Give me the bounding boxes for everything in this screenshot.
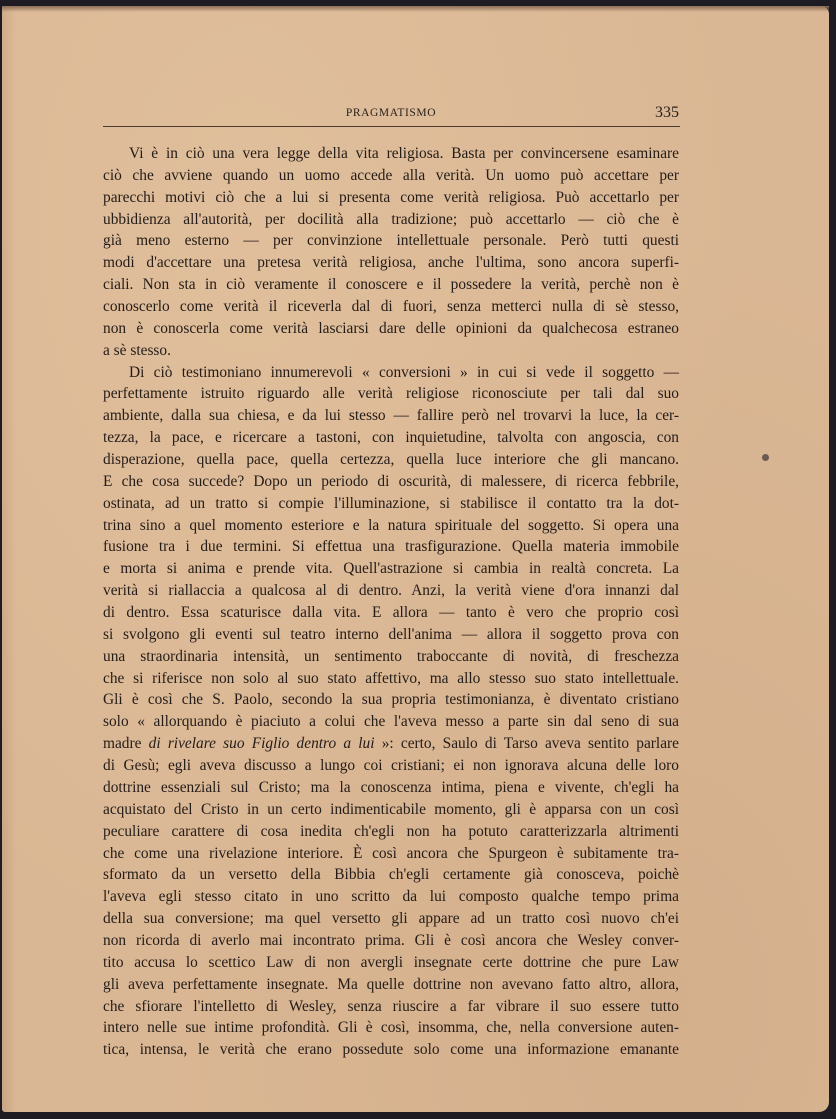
italic-quotation: di rivelare suo Figlio dentro a lui [148,735,375,753]
text-line: e morta si anima e prende vita. Quell'astrazione si cambia in realtà concreta. La [103,560,679,578]
text-line: fusione tra i due termini. Si effettua una trasfigurazione. Quella materia immobile [103,538,679,556]
text-line: Vi è in ciò una vera legge della vita religiosa. Basta per convincersene esaminare [129,145,679,162]
header-rule [103,126,680,127]
text-line: ambiente, dalla sua chiesa, e da lui stesso — fallire però nel trovarvi la luce, la cer- [103,407,679,425]
text-line: Di ciò testimoniano innumerevoli « conversioni » in cui si vede il soggetto — [129,363,679,381]
text-line: che come una rivelazione interiore. È così ancora che Spurgeon è subitamente tra- [103,844,679,862]
text-line: ubbidienza all'autorità, per docilità alla tradizione; può accettarlo — ciò che è [103,210,679,228]
text-line: si svolgono gli eventi sul teatro interno dell'anima — allora il soggetto prova con [103,625,679,643]
text-line: modi d'accettare una pretesa verità religiosa, anche l'ultima, sono ancora superfi- [103,254,679,272]
text-line: tito accusa lo scettico Law di non avergli insegnate certe dottrine che pure Law [103,953,679,971]
text-line: non ricorda di averlo mai incontrato prima. Gli è così ancora che Wesley conver- [103,931,679,949]
text-line: di dentro. Essa scaturisce dalla vita. E allora — tanto è vero che proprio così [103,604,679,622]
body-text [103,143,679,1061]
text-line-with-quotation [103,733,679,755]
text-line: tezza, la pace, e ricercare a tastoni, con inquietudine, talvolta con angoscia, con [103,429,679,447]
text-line: parecchi motivi ciò che a lui si presenta come verità religiosa. Può accettarlo per [103,188,679,206]
text-line: tica, intensa, le verità che erano possedute solo come una informazione emanante [103,1041,679,1059]
text-line: ciali. Non sta in ciò veramente il conoscere e il possedere la verità, perchè non è [103,276,679,294]
text-line: di Gesù; egli aveva discusso a lungo coi cristiani; ei non ignorava alcuna delle loro [103,757,679,775]
text-line: disperazione, quella pace, quella certezza, quella luce interiore che gli mancano. [103,451,679,469]
text-line: perfettamente istruito riguardo alle verità religiose riconosciute per tali dal suo [103,385,679,403]
text-line: sformato da un versetto della Bibbia ch'egli certamente già conosceva, poichè [103,866,679,884]
text-line: a sè stesso. [103,341,171,359]
running-header [103,104,679,124]
text-line: che sfiorare l'intelletto di Wesley, senza riuscire a far vibrare il suo essere tutto [103,997,679,1015]
text-line: conoscerlo come verità il riceverla dal di fuori, senza metterci nulla di sè stesso, [103,298,679,316]
running-title: PRAGMATISMO [345,107,437,119]
text-line: che si riferisce non solo al suo stato affettivo, ma allo stesso suo stato intellettuale. [103,669,679,687]
text-line: l'aveva egli stesso citato in uno scritto da lui composto qualche tempo prima [103,888,679,906]
text-line: verità si riallaccia a qualcosa al di dentro. Anzi, la verità viene d'ora innanzi dal [103,582,679,600]
text-line: non è conoscerla come verità lasciarsi dare delle opinioni da qualchecosa estraneo [103,319,679,337]
text-line: trina sino a quel momento esteriore e la natura spirituale del soggetto. Si opera una [103,516,679,534]
paragraph-1 [103,143,679,362]
text-line: dottrine essenziali sul Cristo; ma la conoscenza intima, piena e vivente, ch'egli ha [103,778,679,796]
paragraph-2 [103,362,679,1062]
text-line: gli aveva perfettamente insegnate. Ma quelle dottrine non avevano fatto altro, allora, [103,975,679,993]
text-line: solo « allorquando è piaciuto a colui che l'aveva messo a parte sin dal seno di sua [103,713,679,731]
text-line: ostinata, ad un tratto si compie l'illuminazione, si stabilisce il contatto tra la dot- [103,494,679,512]
text-line: della sua conversione; ma quel versetto gli appare ad un tratto così nuovo ch'ei [103,910,679,928]
text-line: una straordinaria intensità, un sentimento traboccante di novità, di freschezza [103,647,679,665]
page-number: 335 [655,104,679,121]
text-line: intero nelle sue intime profondità. Gli è così, insomma, che, nella conversione auten- [103,1019,679,1037]
text-line: già meno esterno — per convinzione intellettuale personale. Però tutti questi [103,232,679,250]
text-line: acquistato del Cristo in un certo indimenticabile momento, gli è apparsa con un così [103,800,679,818]
text-line: Gli è così che S. Paolo, secondo la sua propria testimonianza, è diventato cristiano [103,691,679,709]
text-line: peculiare carattere di cosa inedita ch'egli non ha potuto caratterizzarla altrimenti [103,822,679,840]
text-line: ciò che avviene quando un uomo accede alla verità. Un uomo può accettare per [103,166,679,184]
text-line: E che cosa succede? Dopo un periodo di oscurità, di malessere, di ricerca febbrile, [103,472,679,490]
text-segment: »: certo, Saulo di Tarso aveva sentito parlare [374,735,679,753]
text-segment: madre [103,735,149,753]
page-top-edge [2,6,829,12]
paper-speck [762,454,769,461]
